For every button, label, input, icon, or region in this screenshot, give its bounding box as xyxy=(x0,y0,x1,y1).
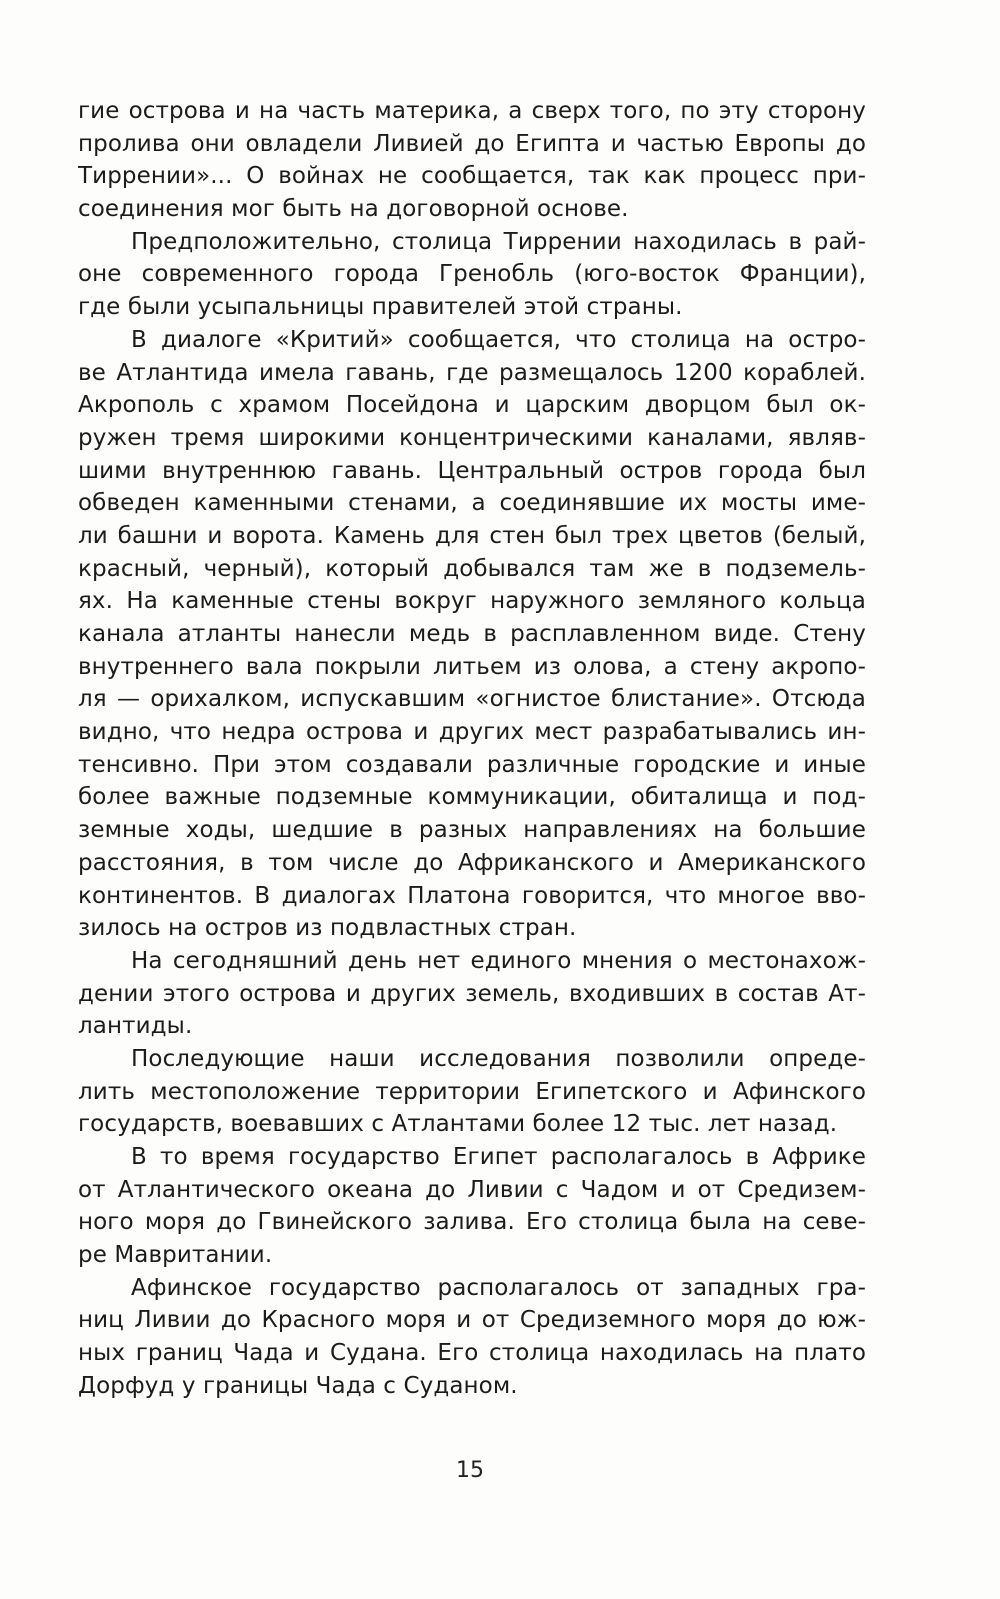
text-line: ных границ Чада и Судана. Его столица находилась на плато xyxy=(78,1340,866,1367)
text-line: видно, что недра острова и других мест разрабатывались ин- xyxy=(78,719,866,746)
text-line: Предположительно, столица Тиррении находилась в рай- xyxy=(131,228,866,255)
text-line: от Атлантического океана до Ливии с Чадом и от Средизем- xyxy=(78,1176,866,1203)
text-line: Афинское государство располагалось от западных гра- xyxy=(131,1274,866,1301)
text-line: земные ходы, шедшие в разных направлениях на большие xyxy=(78,817,866,844)
text-line: На сегодняшний день нет единого мнения о местонахож- xyxy=(131,947,866,974)
text-line: расстояния, в том числе до Африканского и Американского xyxy=(78,849,866,876)
text-line: лить местоположение территории Египетского и Афинского xyxy=(78,1078,866,1105)
body-text xyxy=(78,95,866,1403)
text-line: красный, черный), который добывался там же в подземель- xyxy=(78,555,866,582)
text-line: ре Мавритании. xyxy=(78,1242,273,1269)
page-number: 15 xyxy=(456,1458,484,1483)
text-line: более важные подземные коммуникации, обиталища и под- xyxy=(78,784,866,811)
paragraph xyxy=(78,324,866,945)
text-line: зилось на остров из подвластных стран. xyxy=(78,915,577,942)
text-line: Дорфуд у границы Чада с Суданом. xyxy=(78,1372,518,1399)
text-line: ве Атлантида имела гавань, где размещалось 1200 кораблей. xyxy=(78,359,866,386)
paragraph xyxy=(78,226,866,324)
paragraph xyxy=(78,945,866,1043)
paragraph xyxy=(78,1043,866,1141)
text-line: лантиды. xyxy=(78,1013,193,1040)
text-line: где были усыпальницы правителей этой страны. xyxy=(78,294,683,321)
text-line: шими внутреннюю гавань. Центральный остров города был xyxy=(78,457,866,484)
text-line: ружен тремя широкими концентрическими каналами, являв- xyxy=(78,424,866,451)
text-line: оне современного города Гренобль (юго-восток Франции), xyxy=(78,261,866,288)
text-line: ниц Ливии до Красного моря и от Средиземного моря до юж- xyxy=(78,1307,866,1334)
text-line: Тиррении»... О войнах не сообщается, так как процесс при- xyxy=(78,163,866,190)
text-line: внутреннего вала покрыли литьем из олова, а стену акропо- xyxy=(78,653,866,680)
text-line: В то время государство Египет располагалось в Африке xyxy=(131,1144,866,1170)
text-line: государств, воевавших с Атлантами более 12 тыс. лет назад. xyxy=(78,1111,838,1138)
text-line: ля — орихалком, испускавшим «огнистое блистание». Отсюда xyxy=(78,686,866,713)
text-line: канала атланты нанесли медь в расплавленном виде. Стену xyxy=(78,621,866,647)
paragraph xyxy=(78,1141,866,1272)
paragraph xyxy=(78,95,866,226)
text-line: соединения мог быть на договорной основе. xyxy=(78,196,629,223)
text-line: ли башни и ворота. Камень для стен был трех цветов (белый, xyxy=(78,522,866,549)
paragraph xyxy=(78,1272,866,1403)
text-line: ного моря до Гвинейского залива. Его столица была на севе- xyxy=(78,1209,866,1236)
text-line: тенсивно. При этом создавали различные городские и иные xyxy=(78,751,866,778)
text-line: обведен каменными стенами, а соединявшие их мосты име- xyxy=(78,490,866,517)
text-line: гие острова и на часть материка, а сверх того, по эту сторону xyxy=(78,98,866,124)
text-line: ях. На каменные стены вокруг наружного земляного кольца xyxy=(78,588,866,615)
text-line: пролива они овладели Ливией до Египта и частью Европы до xyxy=(78,130,866,157)
text-line: Последующие наши исследования позволили опреде- xyxy=(131,1045,866,1072)
text-line: дении этого острова и других земель, входивших в состав Ат- xyxy=(78,980,866,1007)
text-line: Акрополь с храмом Посейдона и царским дворцом был ок- xyxy=(78,392,866,419)
text-line: В диалоге «Критий» сообщается, что столица на остро- xyxy=(131,326,866,353)
text-line: континентов. В диалогах Платона говорится, что многое вво- xyxy=(78,882,866,909)
